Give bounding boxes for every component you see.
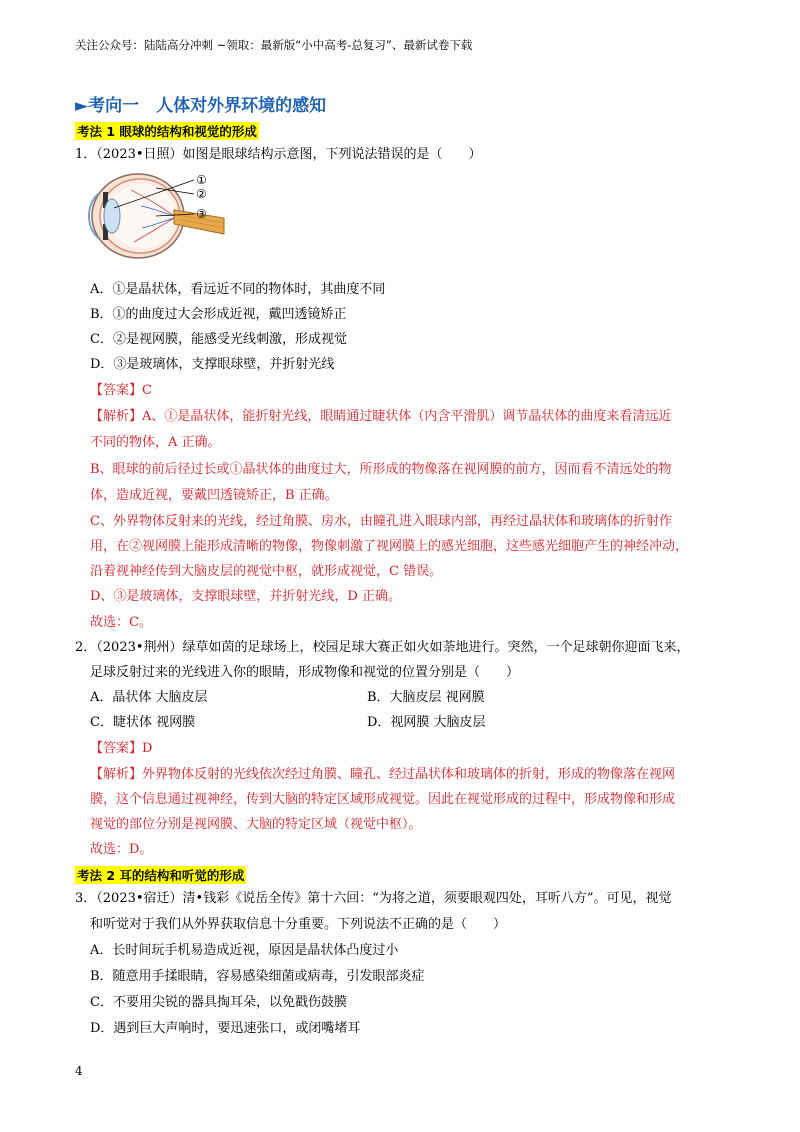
q1-stem: 1．（2023•日照）如图是眼球结构示意图，下列说法错误的是（ ） <box>75 147 482 162</box>
label-1: ① <box>196 173 207 187</box>
q2-analysis-line: 膜，这个信息通过视神经，传到大脑的特定区域形成视觉。因此在视觉形成的过程中，形成物像和形成 <box>90 792 676 807</box>
q2-analysis-line: 故选：D。 <box>90 842 153 857</box>
q1-analysis-line: 【解析】A、①是晶状体，能折射光线，眼睛通过睫状体（内含平滑肌）调节晶状体的曲度来看清远近 <box>90 409 672 424</box>
q2-option-b: B．大脑皮层 视网膜 <box>367 690 485 705</box>
knowledge-point-1: 考法 1 眼球的结构和视觉的形成 <box>77 124 257 139</box>
section-title-text: 考向一 人体对外界环境的感知 <box>88 96 327 116</box>
q1-analysis-line: 体，造成近视，要戴凹透镜矫正，B 正确。 <box>90 488 338 503</box>
q1-analysis-line: 不同的物体，A 正确。 <box>90 435 221 450</box>
q1-analysis-line: 故选：C。 <box>90 615 152 630</box>
q2-answer: 【答案】D <box>90 741 153 756</box>
q1-answer: 【答案】C <box>90 383 152 398</box>
q3-stem-line: 3．（2023•宿迁）清•钱彩《说岳全传》第十六回：“为将之道，须要眼观四处，耳听八方”。可见，视觉 <box>75 891 672 906</box>
q1-option-c: C．②是视网膜，能感受光线刺激，形成视觉 <box>90 332 347 347</box>
q3-option-d: D．遇到巨大声响时，要迅速张口，或闭嘴堵耳 <box>90 1021 361 1036</box>
q1-analysis-line: C、外界物体反射来的光线，经过角膜、房水，由瞳孔进入眼球内部，再经过晶状体和玻璃体的折射作 <box>90 514 672 529</box>
q2-analysis-line: 【解析】外界物体反射的光线依次经过角膜、瞳孔、经过晶状体和玻璃体的折射，形成的物像落在视网 <box>90 767 676 782</box>
q3-option-a: A．长时间玩手机易造成近视，原因是晶状体凸度过小 <box>90 943 399 958</box>
q2-analysis-line: 视觉的部位分别是视网膜、大脑的特定区域（视觉中枢）。 <box>90 817 422 832</box>
q2-option-c: C．睫状体 视网膜 <box>90 715 196 730</box>
page-number: 4 <box>75 1064 83 1078</box>
q2-option-a: A．晶状体 大脑皮层 <box>90 690 208 705</box>
q3-option-b: B．随意用手揉眼睛，容易感染细菌或病毒，引发眼部炎症 <box>90 969 425 984</box>
q1-analysis-line: 用，在②视网膜上能形成清晰的物像，物像刺激了视网膜上的感光细胞，这些感光细胞产生的神经冲动， <box>90 539 689 554</box>
q3-stem-line: 和听觉对于我们从外界获取信息十分重要。下列说法不正确的是（ ） <box>90 917 507 932</box>
q2-option-d: D．视网膜 大脑皮层 <box>367 715 486 730</box>
q1-analysis-line: 沿着视神经传到大脑皮层的视觉中枢，就形成视觉，C 错误。 <box>90 564 443 579</box>
q1-option-b: B．①的曲度过大会形成近视，戴凹透镜矫正 <box>90 307 347 322</box>
q2-stem-line: 足球反射过来的光线进入你的眼睛，形成物像和视觉的位置分别是（ ） <box>90 665 520 680</box>
q3-option-c: C．不要用尖锐的器具掏耳朵，以免戳伤鼓膜 <box>90 995 347 1010</box>
label-3: ③ <box>196 207 207 221</box>
q1-option-a: A．①是晶状体，看远近不同的物体时，其曲度不同 <box>90 282 386 297</box>
label-2: ② <box>196 187 207 201</box>
section-title <box>75 91 326 116</box>
triangle-marker-icon: ► <box>75 96 89 116</box>
knowledge-point-2: 考法 2 耳的结构和听觉的形成 <box>77 868 245 883</box>
q2-stem-line: 2．（2023•荆州）绿草如茵的足球场上，校园足球大赛正如火如荼地进行。突然，一个足球朝你迎面飞来， <box>75 640 690 655</box>
q1-analysis-line: B、眼球的前后径过长或①晶状体的曲度过大，所形成的物像落在视网膜的前方，因而看不清远处的物 <box>90 462 672 477</box>
eye-structure-diagram <box>86 168 226 268</box>
page-header: 关注公众号：陆陆高分冲刺 ~领取：最新版“小中高考-总复习”、最新试卷下载 <box>75 38 473 52</box>
q1-option-d: D．③是玻璃体，支撑眼球壁，并折射光线 <box>90 357 335 372</box>
q1-analysis-line: D、③是玻璃体，支撑眼球壁，并折射光线，D 正确。 <box>90 589 401 604</box>
